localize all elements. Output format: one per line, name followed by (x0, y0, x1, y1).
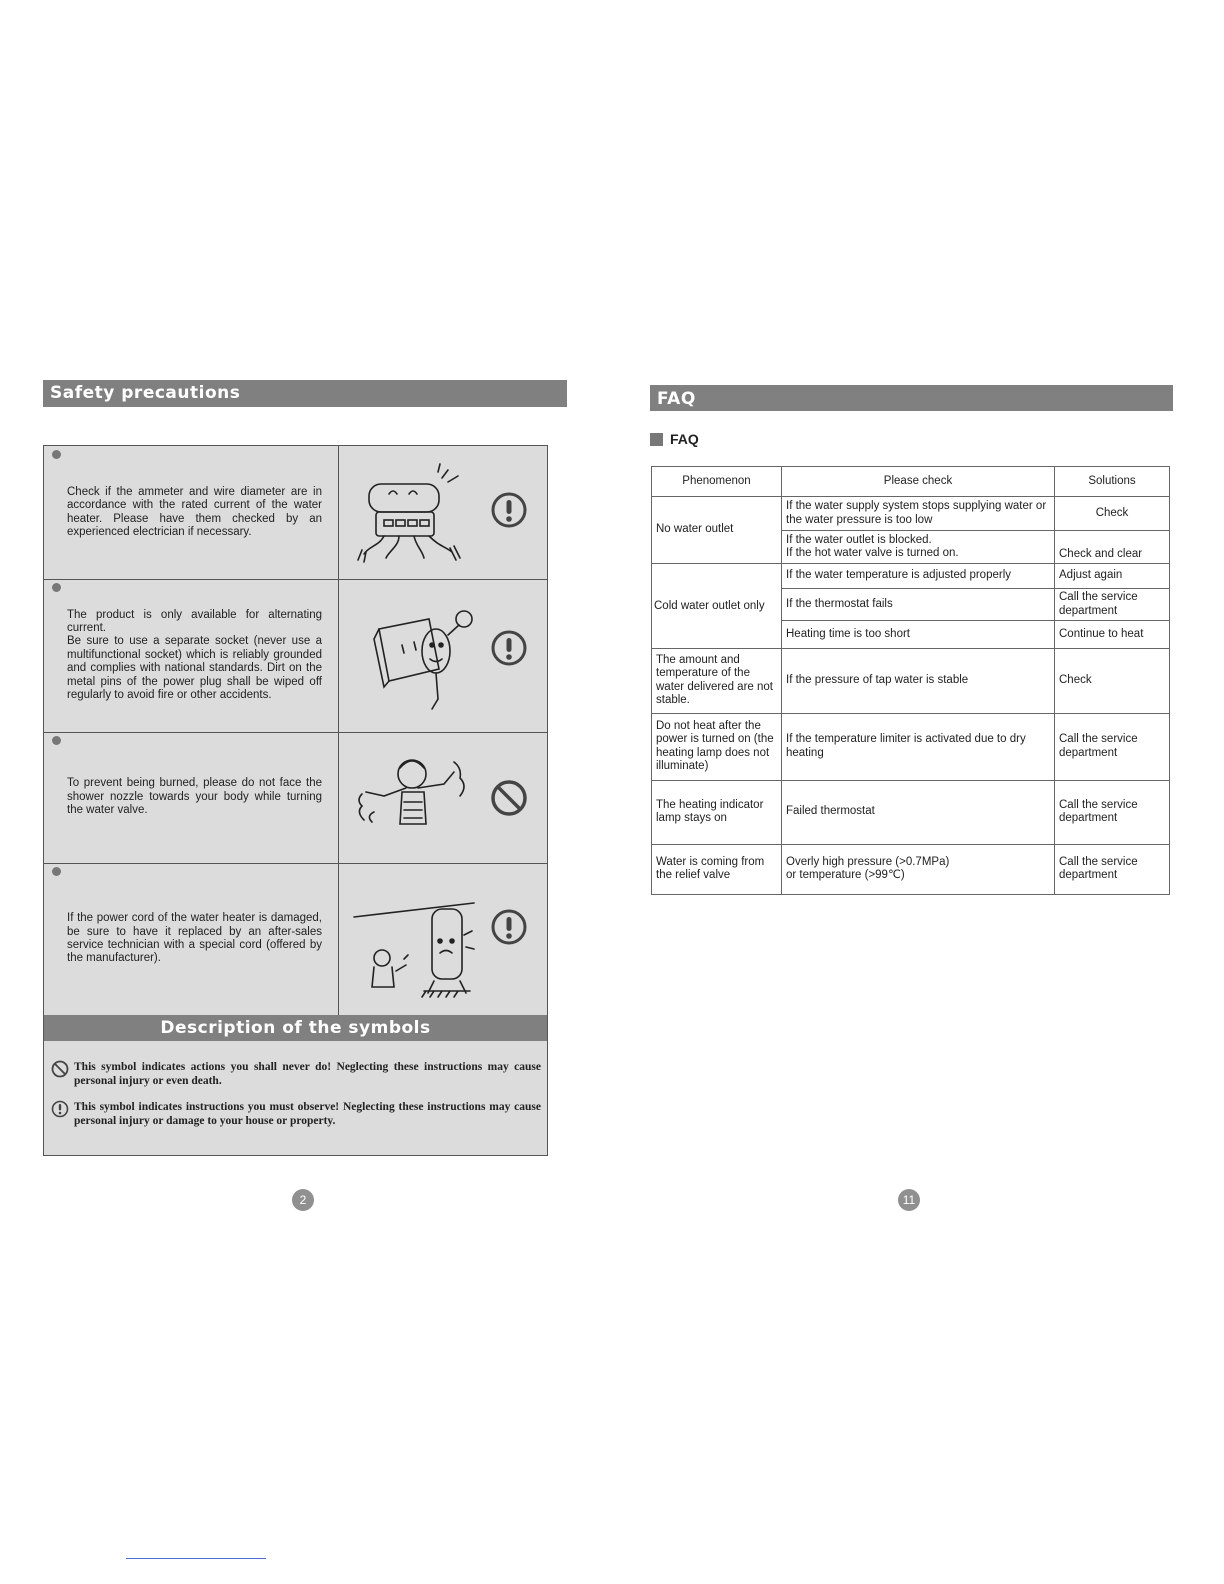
water-heater-wiring-illustration (344, 446, 479, 579)
safety-precautions-title: Safety precautions (50, 383, 241, 403)
exclamation-icon (51, 1100, 69, 1118)
precaution-row (44, 863, 547, 1015)
precaution-text: The product is only available for alternating current. Be sure to use a separate socket (never use a multifunctional socket) which is reliably grounded and complies with national standards. Dirt on the metal pins of the power plug shall be wiped off regularly to avoid fire or other accidents. (67, 608, 322, 702)
check-cell: If the temperature limiter is activated due to dry heating (782, 713, 1055, 780)
bullet-icon (52, 450, 61, 459)
symbol-description-text: This symbol indicates instructions you must observe! Neglecting these instructions may cause personal injury or damage to your house or property. (74, 1101, 541, 1127)
symbols-description-title: Description of the symbols (160, 1018, 431, 1038)
phenomenon-cell: No water outlet (652, 497, 782, 564)
check-cell: Heating time is too short (782, 621, 1055, 649)
column-header: Solutions (1055, 467, 1170, 497)
solution-cell: Check (1055, 649, 1170, 713)
precaution-text: To prevent being burned, please do not face the shower nozzle towards your body while turning the water valve. (67, 777, 322, 817)
symbol-description-prohibited (51, 1061, 541, 1088)
check-cell: Failed thermostat (782, 780, 1055, 844)
symbol-description-text: This symbol indicates actions you shall never do! Neglecting these instructions may cause personal injury or even death. (74, 1061, 541, 1087)
solution-cell: Check (1055, 497, 1170, 531)
precaution-row (44, 732, 547, 864)
column-header: Please check (782, 467, 1055, 497)
faq-subheading: FAQ (650, 431, 699, 447)
prohibited-icon (490, 779, 528, 817)
solution-cell: Adjust again (1055, 564, 1170, 589)
exclamation-icon (490, 629, 528, 667)
symbol-description-exclamation (51, 1101, 541, 1128)
faq-title: FAQ (657, 389, 696, 409)
faq-table (651, 466, 1170, 895)
check-cell: If the thermostat fails (782, 589, 1055, 621)
table-row (652, 713, 1170, 780)
solution-cell: Call the service department (1055, 780, 1170, 844)
check-cell: Overly high pressure (>0.7MPa) or temperature (>99℃) (782, 844, 1055, 894)
safety-precautions-header (43, 380, 567, 407)
burn-warning-illustration (344, 732, 479, 863)
precaution-text: Check if the ammeter and wire diameter are in accordance with the rated current of the water heater. Please have them checked by an experienced electrician if necessary. (67, 485, 322, 538)
exclamation-icon (490, 491, 528, 529)
bullet-icon (52, 583, 61, 592)
solution-cell: Continue to heat (1055, 621, 1170, 649)
symbols-description-header (44, 1015, 547, 1041)
square-bullet-icon (650, 433, 663, 446)
phenomenon-cell: Do not heat after the power is turned on (the heating lamp does not illuminate) (652, 713, 782, 780)
table-row (652, 780, 1170, 844)
bullet-icon (52, 867, 61, 876)
precaution-row (44, 446, 547, 580)
table-row (652, 497, 1170, 531)
table-header-row (652, 467, 1170, 497)
solution-cell: Call the service department (1055, 589, 1170, 621)
solution-cell: Call the service department (1055, 713, 1170, 780)
faq-header (650, 385, 1173, 411)
check-cell: If the water outlet is blocked. If the hot water valve is turned on. (782, 531, 1055, 564)
page-number-left: 2 (292, 1189, 314, 1211)
exclamation-icon (490, 908, 528, 946)
precaution-text: If the power cord of the water heater is damaged, be sure to have it replaced by an after-sales service technician with a special cord (offered by the manufacturer). (67, 912, 322, 965)
precaution-row (44, 579, 547, 733)
check-cell: If the water temperature is adjusted properly (782, 564, 1055, 589)
table-row (652, 844, 1170, 894)
phenomenon-cell: The heating indicator lamp stays on (652, 780, 782, 844)
safety-precautions-panel (43, 445, 548, 1156)
phenomenon-cell: The amount and temperature of the water delivered are not stable. (652, 649, 782, 713)
table-row (652, 564, 1170, 589)
solution-cell: Check and clear (1055, 531, 1170, 564)
page-number-right: 11 (898, 1189, 920, 1211)
phenomenon-cell: Cold water outlet only (652, 564, 782, 649)
socket-plug-illustration (344, 579, 479, 732)
check-cell: If the water supply system stops supplying water or the water pressure is too low (782, 497, 1055, 531)
prohibited-icon (51, 1060, 69, 1078)
power-cord-illustration (344, 863, 479, 1015)
column-header: Phenomenon (652, 467, 782, 497)
solution-cell: Call the service department (1055, 844, 1170, 894)
table-row (652, 649, 1170, 713)
bullet-icon (52, 736, 61, 745)
phenomenon-cell: Water is coming from the relief valve (652, 844, 782, 894)
check-cell: If the pressure of tap water is stable (782, 649, 1055, 713)
footer-rule (126, 1558, 266, 1559)
